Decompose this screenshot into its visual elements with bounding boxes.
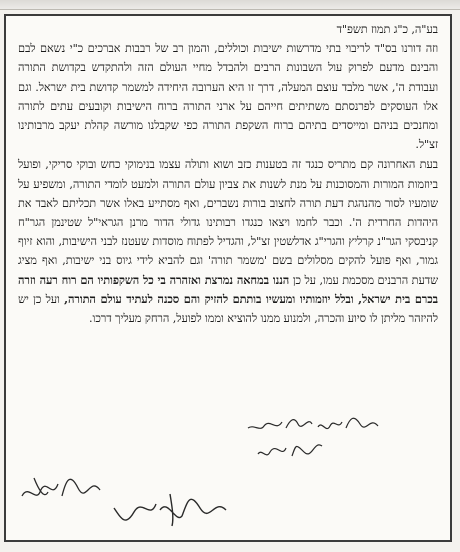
paragraph-2-text: בעת האחרונה קם מתריס כנגד זה בטענות כזב ושוא ותולה עצמו בנימוקי כחש ובוקי סריקי, ופועל ביוזמות המורות והמסוכנות על מנת לשנות את צביון עולם התורה ולמעט לומדי התורה, ומשפיע על שומעיו לסור מהנהגת דעת תורה לחצוב בורות נשברים, ואף מסתייע באלו אשר תכליתם לאבד את היהדות החרדית ה'. וכבר לחמו ויצאו כנגדו רבותינו גדולי הדור מרנן הגראי"ל שטינמן הגר"ח קניבסקי הגר"נ קרליץ והגרי"ג אדלשטין זצ"ל, והגדיל לפתוח מוסדות שעטנז לבני הישיבות, והוא זיוף גמור, ואף פועל להקים מסלולים בשם 'משמר תורה' וגם להביא לידי גיוס בני ישיבות, ואף מציג שדעת הרבנים מסכמת עמו, על כן: [18, 158, 438, 287]
signature-3: [14, 470, 104, 510]
paragraph-2-emphasis: הננו במחאה נמרצת ואזהרה בי כל השקפותיו הם רוח רעה וזרה בכרם בית ישראל, ובלל יוזמותיו ומעשיו בותתם להזיק והם סכנה לעתיד עולם התורה,: [18, 272, 438, 306]
letter-body: [18, 20, 438, 328]
letter-frame: [4, 14, 452, 542]
top-strip: [0, 0, 460, 10]
signatures-area: [6, 408, 450, 538]
signature-2: [256, 438, 326, 466]
paragraph-1: וזה דורנו בס"ד לריבוי בתי מדרשות ישיבות וכוללים, והמון רב של רבבות אברכים כ"י נשאם לבם והבינם מדעם לפרוק עול השבונות הרבים ולהבדל מחיי העולם הזה ולהתקדש בקדושת התורה ועבודת ה', אשר מלבד עוצם המעלה, דרך זו היא הערובה היחידה למשמר קדושת בית ישראל. וגם אלו העוסקים לפרנסתם משתיתים חייהם על ארני התורה ברוח הישיבות וקובעים עתים לתורה ומחנכים בניהם ומייסדים בתיהם ברוח השקפת התורה כפי שקבלנו מורשה קהלת יעקב מרבותינו זצ"ל.: [18, 42, 438, 152]
signature-4: [110, 490, 230, 530]
paragraph-2: [18, 155, 438, 328]
paragraph-2-closing: ועל כן יש להיזהר מליתן לו סיוע והכרה, ולמנוע ממנו להוציא וממו לפועל, הרחק מעליך דרכו.: [18, 292, 438, 326]
date-line: בע"ה, כ"ג תמוז תשפ"ד: [336, 23, 438, 36]
signature-1: [242, 412, 382, 438]
